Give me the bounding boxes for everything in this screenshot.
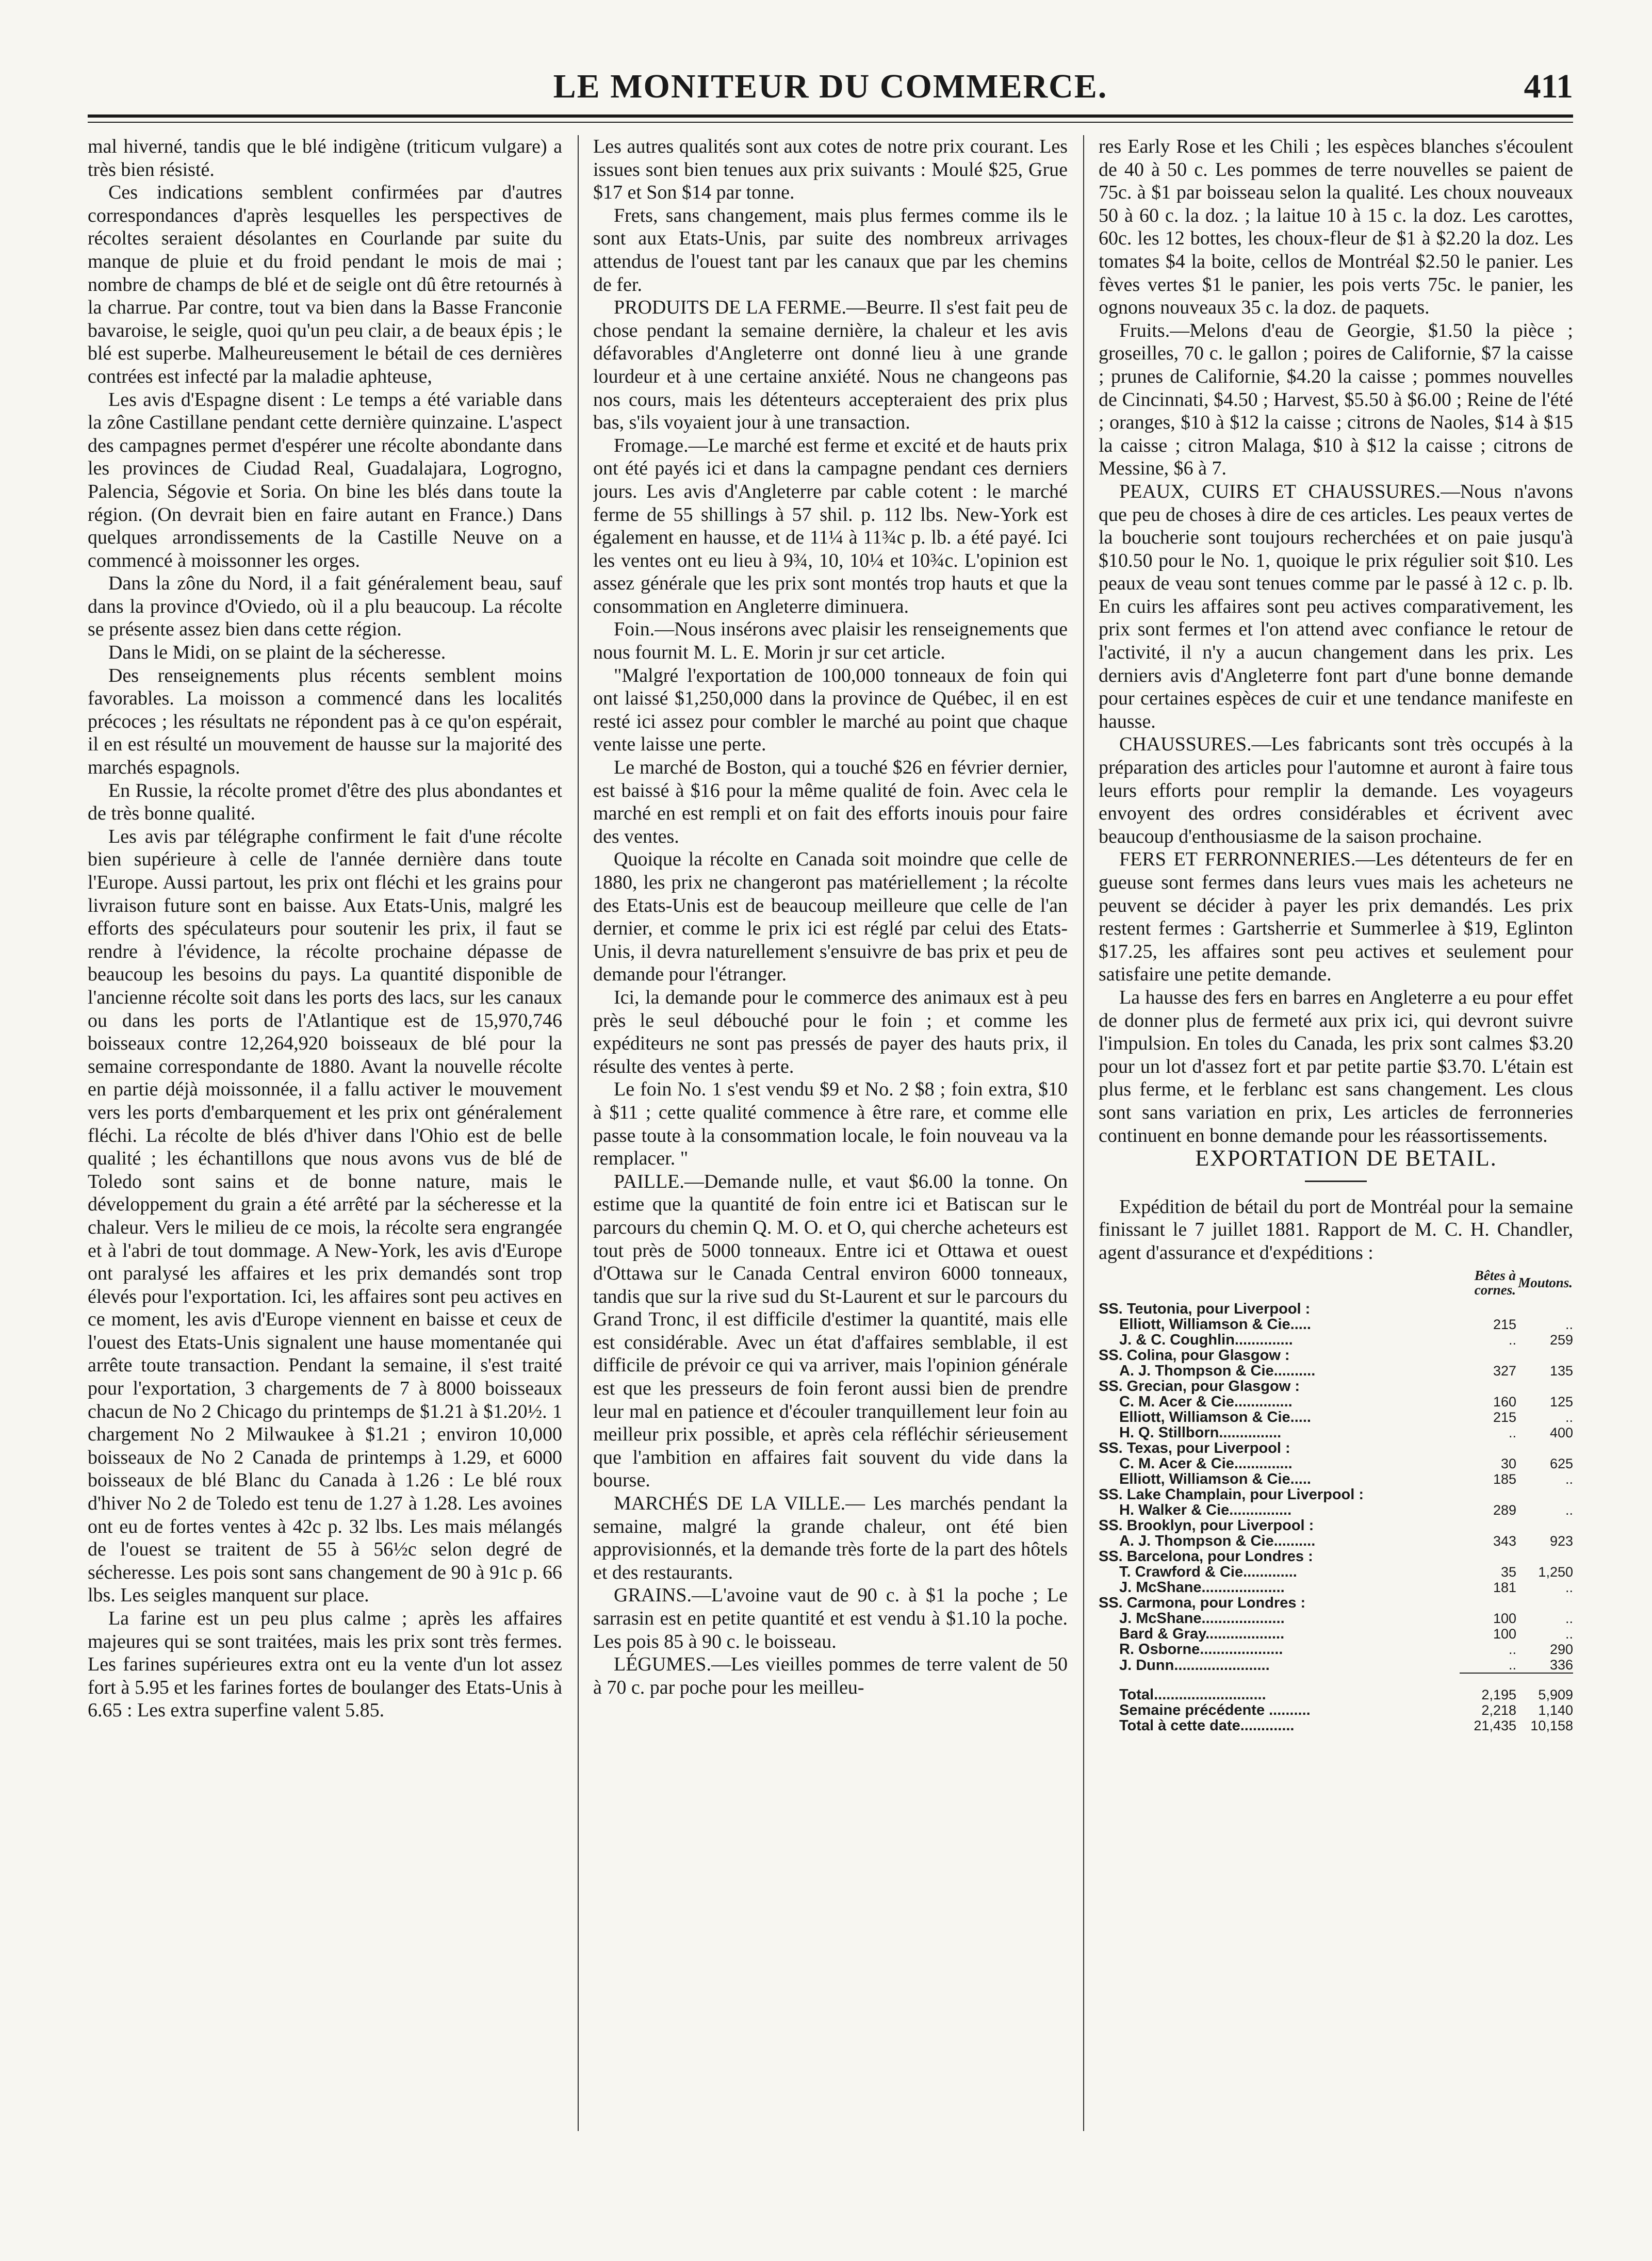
- ship-name: SS. Teutonia, pour Liverpool :: [1099, 1300, 1311, 1317]
- paragraph: mal hiverné, tandis que le blé indigène (triticum vulgare) a très bien résisté.: [88, 136, 562, 181]
- table-row: [1099, 1626, 1573, 1642]
- paragraph: Le foin No. 1 s'est vendu $9 et No. 2 $8 ; foin extra, $10 à $11 ; cette qualité commence à être rare, et comme elle passe toute à la consommation locale, le foin nouveau va la remplacer. ": [593, 1078, 1068, 1170]
- table-row: [1099, 1379, 1573, 1394]
- cattle-count: 215: [1493, 1316, 1516, 1332]
- cattle-count: 160: [1493, 1394, 1516, 1410]
- page-title: LE MONITEUR DU COMMERCE.: [553, 68, 1108, 105]
- shipper-name: R. Osborne....................: [1119, 1641, 1283, 1658]
- column-divider-1: [578, 135, 579, 2131]
- total-row: [1099, 1702, 1573, 1718]
- table-row: [1099, 1363, 1573, 1379]
- shipper-name: C. M. Acer & Cie..............: [1119, 1455, 1293, 1472]
- cattle-count: ..: [1508, 1332, 1516, 1348]
- shipper-name: J. & C. Coughlin..............: [1119, 1331, 1293, 1348]
- table-row: [1099, 1580, 1573, 1595]
- ship-name: SS. Colina, pour Glasgow :: [1099, 1347, 1290, 1364]
- sheep-count: ..: [1565, 1316, 1573, 1332]
- paragraph: PRODUITS DE LA FERME.—Beurre. Il s'est fait peu de chose pendant la semaine dernière, la chaleur et les avis défavorables d'Angleterre ont donné lieu à une grande lourdeur et à une certaine anxiété. Nous ne changeons pas nos cours, mais les détenteurs accepteraient des prix plus bas, s'ils voyaient jour à une transaction.: [593, 297, 1068, 434]
- sheep-count: ..: [1565, 1409, 1573, 1425]
- total-label: Total à cette date.............: [1119, 1717, 1295, 1734]
- table-row: [1099, 1642, 1573, 1657]
- ship-name: SS. Grecian, pour Glasgow :: [1099, 1378, 1300, 1395]
- header-rule-thick: [88, 114, 1573, 118]
- paragraph: La farine est un peu plus calme ; après les affaires majeures qui se sont traitées, mais les prix sont très fermes. Les farines supérieures extra ont eu la vente d'un lot assez fort à 5.95 et les farines fortes de boulanger des Etats-Unis à 6.65 : Les extra superfine valent 5.85.: [88, 1608, 562, 1722]
- table-row: [1099, 1564, 1573, 1580]
- cattle-count: 215: [1493, 1409, 1516, 1425]
- total-cattle: 2,218: [1481, 1702, 1516, 1718]
- table-row: [1099, 1425, 1573, 1440]
- table-row: [1099, 1332, 1573, 1348]
- cattle-count: [1460, 1487, 1516, 1502]
- sheep-count: ..: [1565, 1502, 1573, 1518]
- header-rule-thin: [88, 122, 1573, 123]
- paragraph: Les autres qualités sont aux cotes de notre prix courant. Les issues sont bien tenues aux prix suivants : Moulé $25, Grue $17 et Son $14 par tonne.: [593, 136, 1068, 204]
- paragraph: Dans la zône du Nord, il a fait généralement beau, sauf dans la province d'Oviedo, où il a plu beaucoup. La récolte se présente assez bien dans cette région.: [88, 572, 562, 641]
- cattle-count: [1460, 1440, 1516, 1456]
- cattle-count: 327: [1493, 1363, 1516, 1379]
- paragraph: Dans le Midi, on se plaint de la sécheresse.: [108, 642, 446, 664]
- table-row: [1099, 1394, 1573, 1410]
- paragraph: "Malgré l'exportation de 100,000 tonneaux de foin qui ont laissé $1,250,000 dans la province de Québec, il en est resté ici assez pour combler le marché au point que chaque vente laisse une perte.: [593, 664, 1068, 756]
- table-row: [1099, 1533, 1573, 1549]
- export-intro: Expédition de bétail du port de Montréal pour la semaine finissant le 7 juillet 1881. Rapport de M. C. H. Chandler, agent d'assurance et d'expéditions :: [1099, 1195, 1573, 1264]
- sheep-count: [1516, 1348, 1573, 1363]
- table-row: [1099, 1518, 1573, 1533]
- shipper-name: Elliott, Williamson & Cie.....: [1119, 1470, 1311, 1487]
- sheep-count: ..: [1565, 1579, 1573, 1595]
- shipper-name: Elliott, Williamson & Cie.....: [1119, 1408, 1311, 1426]
- table-row: [1099, 1549, 1573, 1564]
- shipper-name: T. Crawford & Cie.............: [1119, 1563, 1297, 1580]
- sheep-count: 625: [1549, 1455, 1573, 1471]
- cattle-count: [1460, 1549, 1516, 1564]
- cattle-count: 343: [1493, 1533, 1516, 1549]
- sheep-count: 400: [1549, 1424, 1573, 1440]
- page-number: 411: [1524, 68, 1573, 105]
- cattle-count: 289: [1493, 1502, 1516, 1518]
- cattle-count: 181: [1493, 1579, 1516, 1595]
- sheep-count: 259: [1549, 1332, 1573, 1348]
- shipper-name: J. McShane....................: [1119, 1579, 1285, 1596]
- paragraph: FERS ET FERRONNERIES.—Les détenteurs de fer en gueuse sont fermes dans leurs vues mais les acheteurs ne peuvent se décider à payer les prix demandés. Les prix restent fermes : Gartsherrie et Summerlee à $19, Eglinton $17.25, les affaires sont peu actives et seulement pour satisfaire une petite demande.: [1099, 848, 1573, 986]
- table-row: [1099, 1595, 1573, 1611]
- paragraph: La hausse des fers en barres en Angleterre a eu pour effet de donner plus de fermeté aux prix ici, qui devront suivre l'impulsion. En toles du Canada, les prix sont calmes $3.20 pour un lot d'assez fort et par petite partie $3.70. L'étain est plus ferme, et le ferblanc est sans changement. Les clous sont sans variation en prix, Les articles de ferronneries continuent en bonne demande pour les réassortissements.: [1099, 986, 1573, 1146]
- cattle-count: ..: [1508, 1424, 1516, 1440]
- export-section-title: EXPORTATION DE BETAIL.: [1195, 1145, 1497, 1171]
- shipper-name: A. J. Thompson & Cie..........: [1119, 1532, 1316, 1549]
- shipper-name: C. M. Acer & Cie..............: [1119, 1393, 1293, 1410]
- ship-name: SS. Lake Champlain, pour Liverpool :: [1099, 1486, 1364, 1503]
- sheep-count: ..: [1565, 1626, 1573, 1642]
- paragraph: MARCHÉS DE LA VILLE.— Les marchés pendant la semaine, malgré la grande chaleur, ont été bien approvisionnés, et la demande très forte de la part des hôtels et des restaurants.: [593, 1493, 1068, 1583]
- paragraph: PEAUX, CUIRS ET CHAUSSURES.—Nous n'avons que peu de choses à dire de ces articles. Les peaux vertes de la boucherie sont toujours recherchées et on paie jusqu'à $10.50 pour le No. 1, quoique le prix régulier soit $10. Les peaux de veau sont tenues comme par le passé à 12 c. p. lb. En cuirs les affaires sont peu actives comparativement, les prix sont fermes et l'on attend avec confiance le retour de l'activité, il n'y a aucun changement dans les prix. Les derniers avis d'Angleterre font part d'une bonne demande pour certaines espèces de cuir et une tendance manifeste en hausse.: [1099, 480, 1573, 732]
- cattle-count: 35: [1500, 1564, 1516, 1580]
- paragraph: Des renseignements plus récents semblent moins favorables. La moisson a commencé dans les localités précoces ; les résultats ne répondent pas à ce qu'on espérait, il en est résulté un mouvement de hausse sur la majorité des marchés espagnols.: [88, 664, 562, 779]
- table-row: [1099, 1440, 1573, 1456]
- total-sheep: 1,140: [1538, 1702, 1573, 1718]
- paragraph: En Russie, la récolte promet d'être des plus abondantes et de très bonne qualité.: [88, 779, 562, 825]
- table-row: [1099, 1410, 1573, 1425]
- cattle-count: [1460, 1595, 1516, 1611]
- paragraph: PAILLE.—Demande nulle, et vaut $6.00 la tonne. On estime que la quantité de foin entre ici et Batiscan sur le parcours du chemin Q. M. O. et O, qui cherche acheteurs est tout près de 5000 tonneaux. Entre ici et Ottawa et ouest d'Ottawa sur le Canada Central environ 6000 tonneaux, tandis que sur la rive sud du St-Laurent et sur le parcours du Grand Tronc, il est difficile d'estimer la quantité, mais elle est considérable. Avec un état d'affaires semblable, il est difficile de prévoir ce qui va arriver, mais l'opinion générale est que les presseurs de foin feront aussi bien de prendre leur mal en patience et d'écouler tranquillement leur foin au meilleur prix possible, et après cela réfléchir sérieusement que l'ambition en affaires fait souvent du vide dans la bourse.: [593, 1170, 1068, 1492]
- cattle-count: 185: [1493, 1471, 1516, 1487]
- cattle-count: ..: [1508, 1657, 1516, 1673]
- ship-name: SS. Texas, pour Liverpool :: [1099, 1439, 1290, 1456]
- paragraph: res Early Rose et les Chili ; les espèces blanches s'écoulent de 40 à 50 c. Les pommes de terre nouvelles se paient de 75c. à $1 par boisseau selon la qualité. Les choux nouveaux 50 à 60 c. la doz. ; la laitue 10 à 15 c. la doz. Les carottes, 60c. les 12 bottes, les choux-fleur de $1 à $2.20 la doz. Les tomates $4 la boite, cellos de Montréal $2.50 le panier. Les fèves vertes $1 le panier, les pois verts 75c. le panier, les ognons nouveaux 35 c. la doz. de paquets.: [1099, 136, 1573, 319]
- cattle-count: ..: [1508, 1641, 1516, 1657]
- cattle-count: [1460, 1518, 1516, 1533]
- table-row: [1099, 1348, 1573, 1363]
- sheep-count: ..: [1565, 1471, 1573, 1487]
- sheep-count: [1516, 1595, 1573, 1611]
- total-sheep: 10,158: [1530, 1717, 1573, 1733]
- sheep-count: 336: [1549, 1657, 1573, 1673]
- total-row: [1099, 1718, 1573, 1733]
- cattle-count: 100: [1493, 1626, 1516, 1642]
- cattle-count: 100: [1493, 1610, 1516, 1626]
- total-row: [1099, 1673, 1573, 1702]
- paragraph: Frets, sans changement, mais plus fermes comme ils le sont aux Etats-Unis, par suite des nombreux arrivages attendus de l'ouest tant par les canaux que par les chemins de fer.: [593, 204, 1068, 296]
- table-row: [1099, 1611, 1573, 1626]
- paragraph: Ces indications semblent confirmées par d'autres correspondances d'après lesquelles les perspectives de récoltes seraient désolantes en Courlande par suite du manque de pluie et du froid pendant le mois de mai ; nombre de champs de blé et de seigle ont dû être retournés à la charrue. Par contre, tout va bien dans la Basse Franconie bavaroise, le seigle, quoi qu'un peu clair, a de beaux épis ; le blé est superbe. Malheureusement le bétail de ces dernières contrées est infecté par la maladie aphteuse,: [88, 182, 562, 387]
- sheep-count: [1516, 1518, 1573, 1533]
- cattle-count: [1460, 1348, 1516, 1363]
- paragraph: LÉGUMES.—Les vieilles pommes de terre valent de 50 à 70 c. par poche pour les meilleu-: [593, 1653, 1068, 1698]
- sheep-count: [1516, 1440, 1573, 1456]
- column-3: [1099, 135, 1573, 2126]
- column-header-sheep: Moutons.: [1518, 1274, 1573, 1290]
- column-2: [593, 135, 1068, 2126]
- paragraph: GRAINS.—L'avoine vaut de 90 c. à $1 la poche ; Le sarrasin est en petite quantité et est vendu à $1.10 la poche. Les pois 85 à 90 c. le boisseau.: [593, 1584, 1068, 1652]
- paragraph: Ici, la demande pour le commerce des animaux est à peu près le seul débouché pour le foin ; et comme les expéditeurs ne sont pas pressés de payer des hauts prix, il résulte des ventes à perte.: [593, 986, 1068, 1077]
- shipper-name: A. J. Thompson & Cie..........: [1119, 1362, 1316, 1379]
- section-rule: [1305, 1181, 1367, 1182]
- sheep-count: 135: [1549, 1363, 1573, 1379]
- ship-name: SS. Brooklyn, pour Liverpool :: [1099, 1517, 1314, 1534]
- export-table: [1099, 1268, 1573, 1733]
- shipper-name: Elliott, Williamson & Cie.....: [1119, 1316, 1311, 1333]
- newspaper-page: [88, 0, 1573, 2261]
- paragraph: CHAUSSURES.—Les fabricants sont très occupés à la préparation des articles pour l'automne et auront à faire tous leurs efforts pour remplir la demande. Les voyageurs envoyent des ordres considérables et écrivent avec beaucoup d'enthousiasme de la saison prochaine.: [1099, 733, 1573, 847]
- total-cattle: 2,195: [1460, 1673, 1516, 1702]
- sheep-count: 923: [1549, 1533, 1573, 1549]
- paragraph: Quoique la récolte en Canada soit moindre que celle de 1880, les prix ne changeront pas matériellement ; la récolte des Etats-Unis est de beaucoup meilleure que celle de l'an dernier, et comme le prix ici est réglé par celui des Etats-Unis, il devra naturellement s'ensuivre de bas prix et peu de demande pour l'étranger.: [593, 848, 1068, 986]
- total-label: Semaine précédente ..........: [1119, 1701, 1311, 1718]
- shipper-name: J. Dunn.......................: [1119, 1657, 1270, 1674]
- paragraph: Le marché de Boston, qui a touché $26 en février dernier, est baissé à $16 pour la même qualité de foin. Avec cela le marché en est rempli et on fait des efforts inouis pour faire des ventes.: [593, 757, 1068, 847]
- table-row: [1099, 1502, 1573, 1518]
- shipper-name: H. Walker & Cie...............: [1119, 1501, 1292, 1518]
- table-row: [1099, 1301, 1573, 1317]
- shipper-name: Bard & Gray...................: [1119, 1625, 1285, 1642]
- shipper-name: H. Q. Stillborn...............: [1119, 1424, 1282, 1441]
- paragraph: Fruits.—Melons d'eau de Georgie, $1.50 la pièce ; groseilles, 70 c. le gallon ; poires de Californie, $7 la caisse ; prunes de Californie, $4.20 la caisse ; pommes nouvelles de Cincinnati, $4.50 ; Harvest, $5.50 à $6.00 ; Reine de l'été ; oranges, $10 à $12 la caisse ; citrons de Naoles, $14 à $15 la caisse ; citron Malaga, $10 à $12 la caisse ; citrons de Messine, $6 à 7.: [1099, 319, 1573, 480]
- sheep-count: [1516, 1301, 1573, 1317]
- total-sheep: 5,909: [1516, 1673, 1573, 1702]
- sheep-count: [1516, 1379, 1573, 1394]
- total-label: Total...........................: [1119, 1686, 1266, 1703]
- table-row: [1099, 1317, 1573, 1332]
- sheep-count: 125: [1549, 1394, 1573, 1410]
- table-row: [1099, 1471, 1573, 1487]
- table-row: [1099, 1657, 1573, 1673]
- sheep-count: 1,250: [1538, 1564, 1573, 1580]
- table-row: [1099, 1456, 1573, 1471]
- paragraph: Fromage.—Le marché est ferme et excité et de hauts prix ont été payés ici et dans la campagne pendant ces derniers jours. Les avis d'Angleterre par cable cotent : le marché ferme de 55 shillings à 57 shil. p. 112 lbs. New-York est également en hausse, et de 11¼ à 11¾c p. lb. a été payé. Ici les ventes ont eu lieu à 9¾, 10, 10¼ et 10¾c. L'opinion est assez générale que les prix sont montés trop hauts et que la consommation en Angleterre diminuera.: [593, 434, 1068, 617]
- column-1: [88, 135, 562, 2126]
- cattle-count: 30: [1500, 1455, 1516, 1471]
- page-header: [88, 62, 1573, 119]
- ship-name: SS. Barcelona, pour Londres :: [1099, 1548, 1313, 1565]
- sheep-count: ..: [1565, 1610, 1573, 1626]
- cattle-count: [1460, 1379, 1516, 1394]
- ship-name: SS. Carmona, pour Londres :: [1099, 1594, 1306, 1611]
- cattle-count: [1460, 1301, 1516, 1317]
- total-cattle: 21,435: [1474, 1717, 1516, 1733]
- column-divider-2: [1083, 135, 1084, 2131]
- column-header-cattle: Bêtes à cornes.: [1474, 1267, 1516, 1298]
- table-row: [1099, 1487, 1573, 1502]
- shipper-name: J. McShane....................: [1119, 1610, 1285, 1627]
- sheep-count: 290: [1549, 1641, 1573, 1657]
- paragraph: Foin.—Nous insérons avec plaisir les renseignements que nous fournit M. L. E. Morin jr sur cet article.: [593, 618, 1068, 664]
- paragraph: Les avis par télégraphe confirment le fait d'une récolte bien supérieure à celle de l'année dernière dans toute l'Europe. Aussi partout, les prix ont fléchi et les grains pour livraison future sont en baisse. Aux Etats-Unis, malgré les efforts des spéculateurs pour soutenir les prix, il faut se rendre à l'évidence, la récolte prochaine dépasse de beaucoup les besoins du pays. La quantité disponible de l'ancienne récolte soit dans les ports des lacs, sur les canaux ou dans les ports de l'Atlantique est de 15,970,746 boisseaux contre 12,264,920 boisseaux de blé pour la semaine correspondante de 1880. Avant la nouvelle récolte en partie déjà moissonnée, il a fallu activer le mouvement vers les ports d'embarquement et les prix ont généralement fléchi. La récolte de blés d'hiver dans l'Ohio est de belle qualité ; les échantillons que nous avons vus de blé de Toledo sont sains et de bonne nature, mais le développement du grain a été arrêté par la sécheresse et la chaleur. Vers le milieu de ce mois, la récolte sera engrangée et à l'abri de tout dommage. A New-York, les avis d'Europe ont paralysé les affaires et les prix demandés sont trop élevés pour l'exportation. Ici, les affaires sont peu actives en ce moment, les avis d'Europe viennent en baisse et ceux de l'ouest des Etats-Unis signalent une hause momentanée qui arrête toute transaction. Pendant la semaine, il s'est traité pour l'exportation, 3 chargements de 7 à 8000 boisseaux chacun de No 2 Chicago du printemps de $1.21 à $1.20½. 1 chargement No 2 Milwaukee à $1.21 ; environ 10,000 boisseaux de No 2 Canada de printemps à 1.29, et 6000 boisseaux de blé Blanc du Canada à 1.26 : Le blé roux d'hiver No 2 de Toledo est tenu de 1.27 à 1.28. Les avoines ont eu de fortes ventes à 42c p. 32 lbs. Les mais mélangés de l'ouest se traitent de 55 à 56½c selon degré de sécheresse. Les pois sont sans changement de 90 à 91c p. 66 lbs. Les seigles manquent sur place.: [88, 825, 562, 1607]
- paragraph: Les avis d'Espagne disent : Le temps a été variable dans la zône Castillane pendant cette dernière quinzaine. L'aspect des campagnes permet d'espérer une récolte abondante dans les provinces de Ciudad Real, Guadalajara, Logrogno, Palencia, Ségovie et Soria. On bine les blés dans toute la région. (On devrait bien en faire autant en France.) Dans quelques arrondissements de la Castille Neuve on a commencé à moissonner les orges.: [88, 388, 562, 571]
- sheep-count: [1516, 1487, 1573, 1502]
- sheep-count: [1516, 1549, 1573, 1564]
